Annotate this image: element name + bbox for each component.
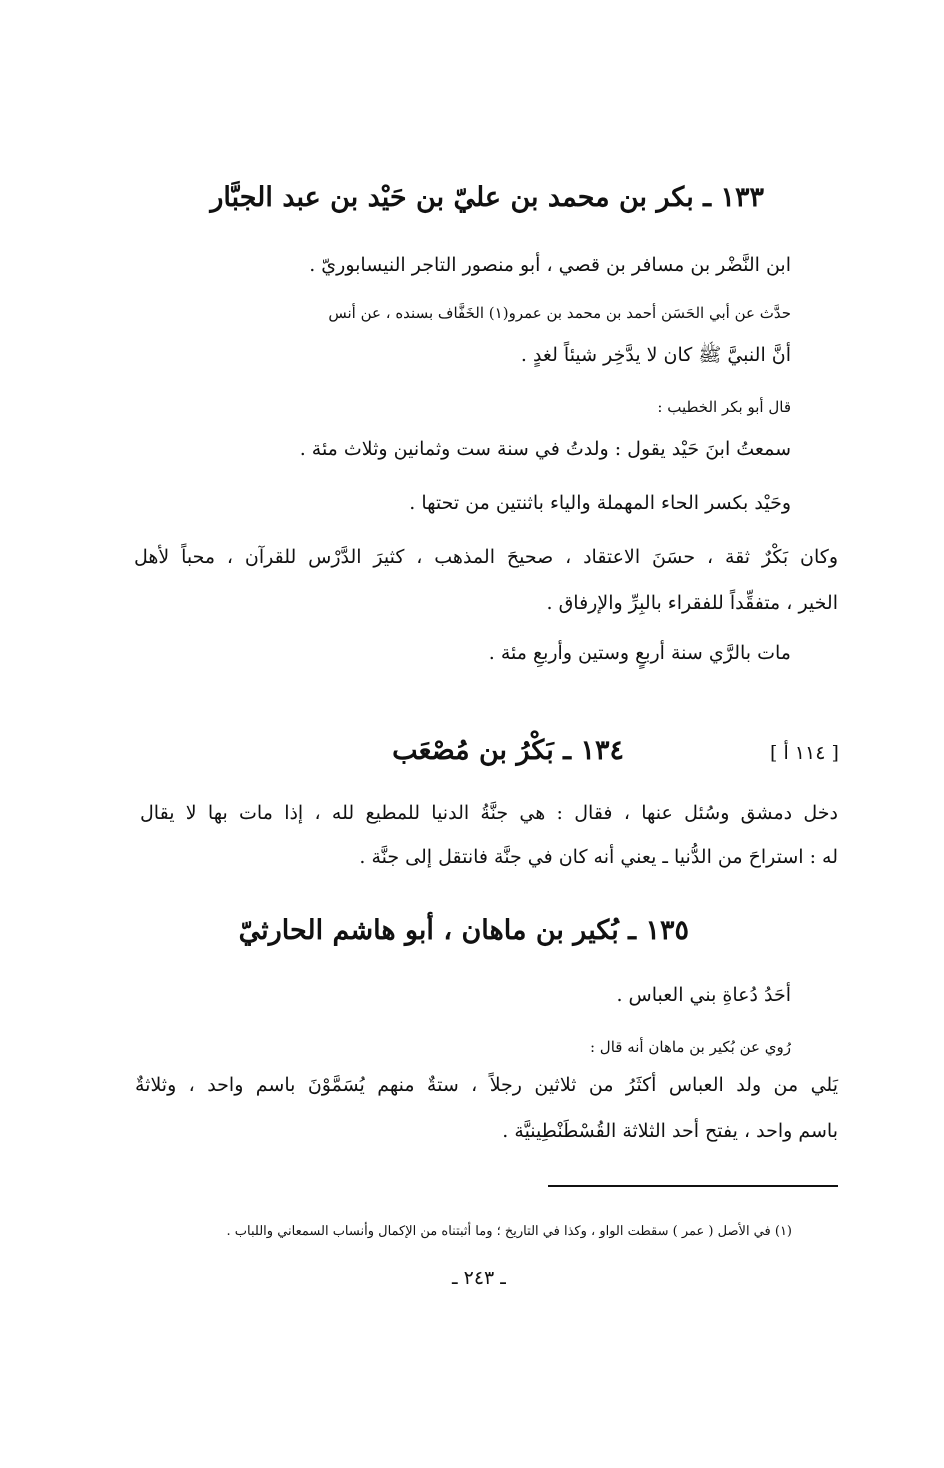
entry-133-line-7: وكان بَكْرٌ ثقة ، حسَنَ الاعتقاد ، صحيحَ المذهب ، كثيرَ الدَّرْس للقرآن ، محباً لأهل — [134, 546, 838, 568]
entry-134-line-2: له : استراحَ من الدُّنيا ـ يعني أنه كان في جنَّة فانتقل إلى جنَّة . — [359, 846, 838, 868]
entry-133-line-4: قال أبو بكر الخطيب : — [657, 398, 791, 416]
footnote-separator — [548, 1185, 838, 1187]
page-number: ـ ٢٤٣ ـ — [452, 1267, 506, 1289]
entry-133-line-6: وحَيْد بكسر الحاء المهملة والياء باثنتين من تحتها . — [409, 492, 791, 514]
entry-135-heading: ١٣٥ ـ بُكير بن ماهان ، أبو هاشم الحارثيّ — [238, 915, 689, 946]
entry-133-line-3: أنَّ النبيَّ ﷺ كان لا يدَّخِر شيئاً لغدٍ . — [520, 344, 791, 366]
entry-135-line-1: أحَدُ دُعاةِ بني العباس . — [616, 984, 791, 1006]
entry-133-heading: ١٣٣ ـ بكر بن محمد بن عليّ بن حَيْد بن عبد الجبَّار — [210, 182, 764, 213]
entry-133-line-8: الخير ، متفقِّداً للفقراء بالبِرِّ والإرفاق . — [546, 592, 838, 614]
footnote: (١) في الأصل ( عمر ) سقطت الواو ، وكذا في التاريخ ؛ وما أثبتناه من الإكمال وأنساب السمعاني واللباب . — [226, 1224, 792, 1239]
entry-135-line-3: يَلي من ولد العباس أكثَرُ من ثلاثين رجلاً ، ستةٌ منهم يُسَمَّوْنَ باسم واحد ، وثلاثةٌ — [135, 1074, 838, 1096]
entry-134-heading: ١٣٤ ـ بَكْرُ بن مُصْعَب — [392, 735, 624, 766]
entry-135-line-2: رُوي عن بُكير بن ماهان أنه قال : — [589, 1038, 791, 1056]
entry-134-line-1: دخل دمشق وسُئل عنها ، فقال : هي جنَّةُ الدنيا للمطيع لله ، إذا مات بها لا يقال — [140, 802, 838, 824]
entry-133-line-1: ابن النَّضْر بن مسافر بن قصي ، أبو منصور التاجر النيسابوريّ . — [309, 254, 791, 276]
entry-133-line-5: سمعتُ ابنَ حَيْد يقول : ولدتُ في سنة ست وثمانين وثلاث مئة . — [299, 438, 791, 460]
entry-135-line-4: باسم واحد ، يفتح أحد الثلاثة القُسْطَنْطِينيَّة . — [502, 1120, 838, 1142]
manuscript-folio-ref: [ ١١٤ أ ] — [770, 742, 839, 764]
entry-133-line-9: مات بالرَّي سنة أربعٍ وستين وأربعِ مئة . — [488, 642, 791, 664]
entry-133-line-2: حدَّث عن أبي الحَسَن أحمد بن محمد بن عمرو(١) الخَفَّاف بسنده ، عن أنس — [328, 304, 791, 322]
